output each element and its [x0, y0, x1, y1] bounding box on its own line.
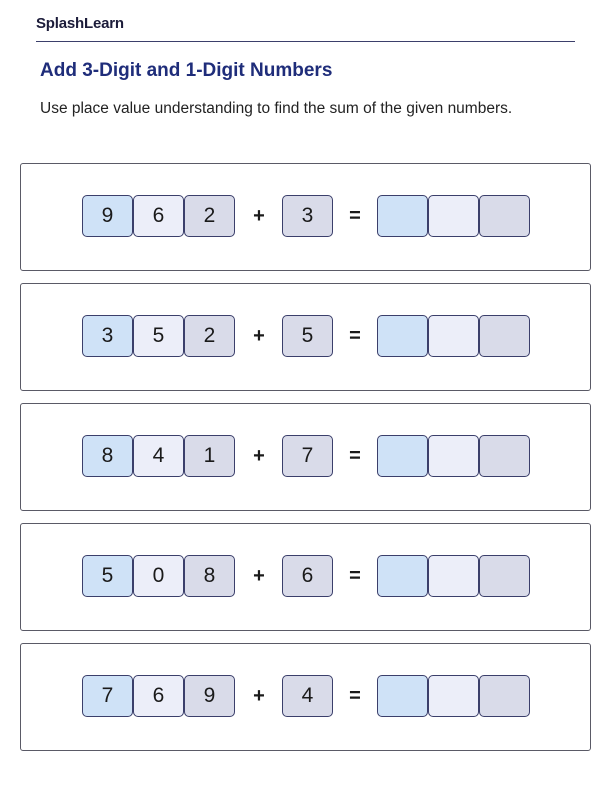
equals-sign: =	[349, 324, 361, 347]
hundreds-digit: 8	[82, 435, 133, 477]
plus-sign: +	[253, 324, 265, 347]
equals-sign: =	[349, 564, 361, 587]
ones-digit: 5	[282, 315, 333, 357]
answer-boxes	[377, 555, 530, 597]
answer-hundreds-box[interactable]	[377, 315, 428, 357]
answer-tens-box[interactable]	[428, 555, 479, 597]
problem-card	[20, 403, 591, 511]
answer-tens-box[interactable]	[428, 195, 479, 237]
hundreds-digit: 3	[82, 315, 133, 357]
plus-sign: +	[253, 204, 265, 227]
ones-digit: 2	[184, 195, 235, 237]
answer-tens-box[interactable]	[428, 315, 479, 357]
brand-logo: SplashLearn	[36, 15, 124, 32]
answer-ones-box[interactable]	[479, 195, 530, 237]
instructions: Use place value understanding to find the sum of the given numbers.	[40, 100, 513, 117]
ones-digit: 2	[184, 315, 235, 357]
equals-sign: =	[349, 204, 361, 227]
ones-digit: 7	[282, 435, 333, 477]
ones-digit: 1	[184, 435, 235, 477]
one-digit-addend	[282, 435, 333, 477]
hundreds-digit: 7	[82, 675, 133, 717]
page-title: Add 3-Digit and 1-Digit Numbers	[40, 60, 333, 81]
answer-hundreds-box[interactable]	[377, 435, 428, 477]
answer-ones-box[interactable]	[479, 435, 530, 477]
equals-sign: =	[349, 444, 361, 467]
problem-card	[20, 163, 591, 271]
hundreds-digit: 9	[82, 195, 133, 237]
equals-sign: =	[349, 684, 361, 707]
tens-digit: 5	[133, 315, 184, 357]
tens-digit: 6	[133, 675, 184, 717]
plus-sign: +	[253, 444, 265, 467]
tens-digit: 4	[133, 435, 184, 477]
problem-list	[20, 163, 591, 763]
one-digit-addend	[282, 555, 333, 597]
problem-card	[20, 523, 591, 631]
ones-digit: 9	[184, 675, 235, 717]
answer-boxes	[377, 435, 530, 477]
plus-sign: +	[253, 684, 265, 707]
ones-digit: 4	[282, 675, 333, 717]
three-digit-addend	[82, 675, 235, 717]
plus-sign: +	[253, 564, 265, 587]
problem-card	[20, 283, 591, 391]
three-digit-addend	[82, 195, 235, 237]
problem-card	[20, 643, 591, 751]
answer-hundreds-box[interactable]	[377, 555, 428, 597]
answer-boxes	[377, 675, 530, 717]
answer-tens-box[interactable]	[428, 675, 479, 717]
ones-digit: 8	[184, 555, 235, 597]
answer-hundreds-box[interactable]	[377, 675, 428, 717]
tens-digit: 6	[133, 195, 184, 237]
tens-digit: 0	[133, 555, 184, 597]
ones-digit: 6	[282, 555, 333, 597]
one-digit-addend	[282, 195, 333, 237]
answer-hundreds-box[interactable]	[377, 195, 428, 237]
three-digit-addend	[82, 555, 235, 597]
three-digit-addend	[82, 315, 235, 357]
three-digit-addend	[82, 435, 235, 477]
answer-ones-box[interactable]	[479, 315, 530, 357]
answer-tens-box[interactable]	[428, 435, 479, 477]
header-divider	[36, 41, 575, 42]
answer-boxes	[377, 195, 530, 237]
one-digit-addend	[282, 315, 333, 357]
answer-ones-box[interactable]	[479, 555, 530, 597]
ones-digit: 3	[282, 195, 333, 237]
one-digit-addend	[282, 675, 333, 717]
hundreds-digit: 5	[82, 555, 133, 597]
answer-boxes	[377, 315, 530, 357]
answer-ones-box[interactable]	[479, 675, 530, 717]
